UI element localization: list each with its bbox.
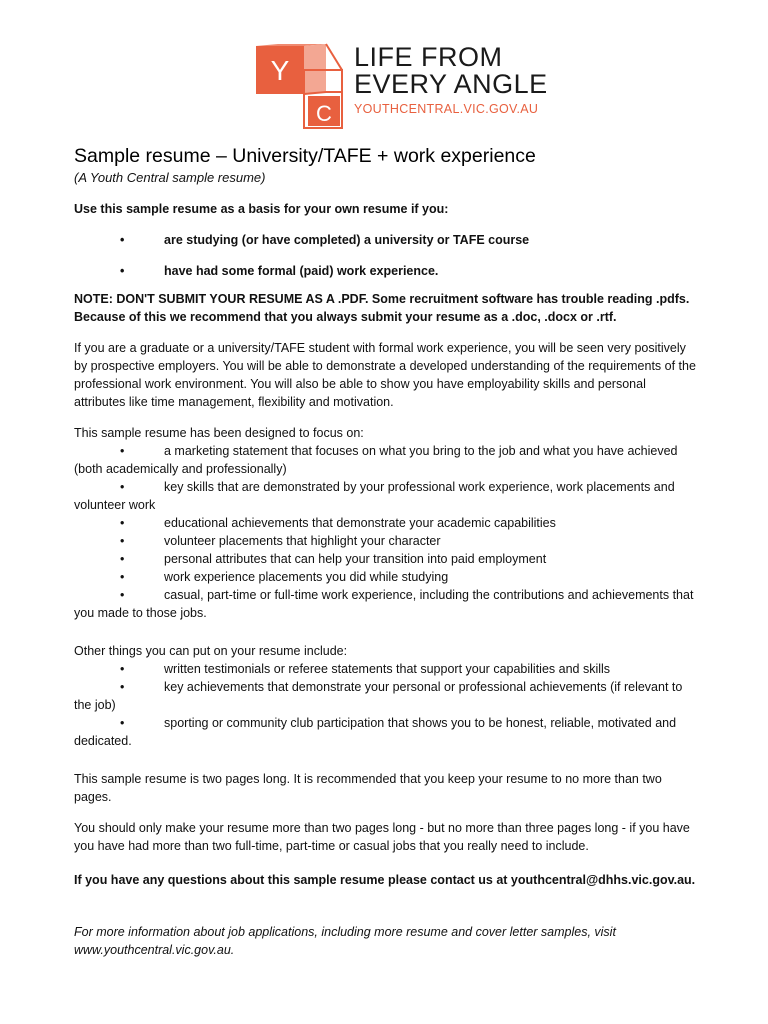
- other-list: [74, 660, 698, 750]
- logo-letter-y: Y: [270, 55, 290, 86]
- logo-letter-c: C: [316, 101, 332, 126]
- youth-central-logo: [254, 42, 548, 132]
- footer-note: For more information about job applications, including more resume and cover letter samples, visit www.youthcentral.vic.gov.au.: [74, 925, 616, 957]
- list-item: • key skills that are demonstrated by your professional work experience, work placements and volunteer work: [74, 478, 698, 514]
- list-item: • sporting or community club participation that shows you to be honest, reliable, motivated and dedicated.: [74, 714, 698, 750]
- pdf-note: NOTE: DON'T SUBMIT YOUR RESUME AS A .PDF. Some recruitment software has trouble reading .pdfs. Because of this we recommend that you always submit your resume as a .doc, .docx or .rtf.: [74, 292, 690, 324]
- list-item: • key achievements that demonstrate your personal or professional achievements (if relevant to the job): [74, 678, 698, 714]
- contact-line: If you have any questions about this sample resume please contact us at youthcentral@dhhs.vic.gov.au.: [74, 873, 696, 887]
- list-item: • are studying (or have completed) a university or TAFE course: [74, 231, 698, 249]
- logo-line-1: LIFE FROM: [354, 42, 503, 72]
- intro-paragraph: If you are a graduate or a university/TAFE student with formal work experience, you will be seen very positively by prospective employers. You will be able to demonstrate a developed understanding of the requirements of the professional work environment. You will also be able to show you have employability skills and personal attributes like time management, flexibility and motivation.: [74, 341, 696, 409]
- logo-url: YOUTHCENTRAL.VIC.GOV.AU: [354, 102, 539, 116]
- focus-list: [74, 442, 698, 622]
- list-item: • volunteer placements that highlight your character: [74, 532, 698, 550]
- logo-wordmark: [354, 44, 548, 116]
- list-item: • personal attributes that can help your transition into paid employment: [74, 550, 698, 568]
- list-item: • work experience placements you did while studying: [74, 568, 698, 586]
- yc-cube-logo-icon: [254, 42, 346, 130]
- list-item: • have had some formal (paid) work experience.: [74, 262, 698, 280]
- logo-line-2: EVERY ANGLE: [354, 69, 548, 99]
- page-title: Sample resume – University/TAFE + work experience: [74, 145, 536, 167]
- document-body: [74, 144, 698, 959]
- other-lead: Other things you can put on your resume include:: [74, 644, 348, 658]
- list-item: • written testimonials or referee statements that support your capabilities and skills: [74, 660, 698, 678]
- list-item: • educational achievements that demonstrate your academic capabilities: [74, 514, 698, 532]
- use-list: [74, 231, 698, 280]
- list-item: • a marketing statement that focuses on what you bring to the job and what you have achieved (both academically and professionally): [74, 442, 698, 478]
- use-lead: Use this sample resume as a basis for your own resume if you:: [74, 202, 449, 216]
- list-item: • casual, part-time or full-time work experience, including the contributions and achievements that you made to those jobs.: [74, 586, 698, 622]
- focus-lead: This sample resume has been designed to focus on:: [74, 426, 364, 440]
- length-paragraph: This sample resume is two pages long. It is recommended that you keep your resume to no more than two pages.: [74, 772, 662, 804]
- length-paragraph-2: You should only make your resume more than two pages long - but no more than three pages long - if you have you have had more than two full-time, part-time or casual jobs that you really need to include.: [74, 821, 690, 853]
- page-subtitle: (A Youth Central sample resume): [74, 170, 266, 185]
